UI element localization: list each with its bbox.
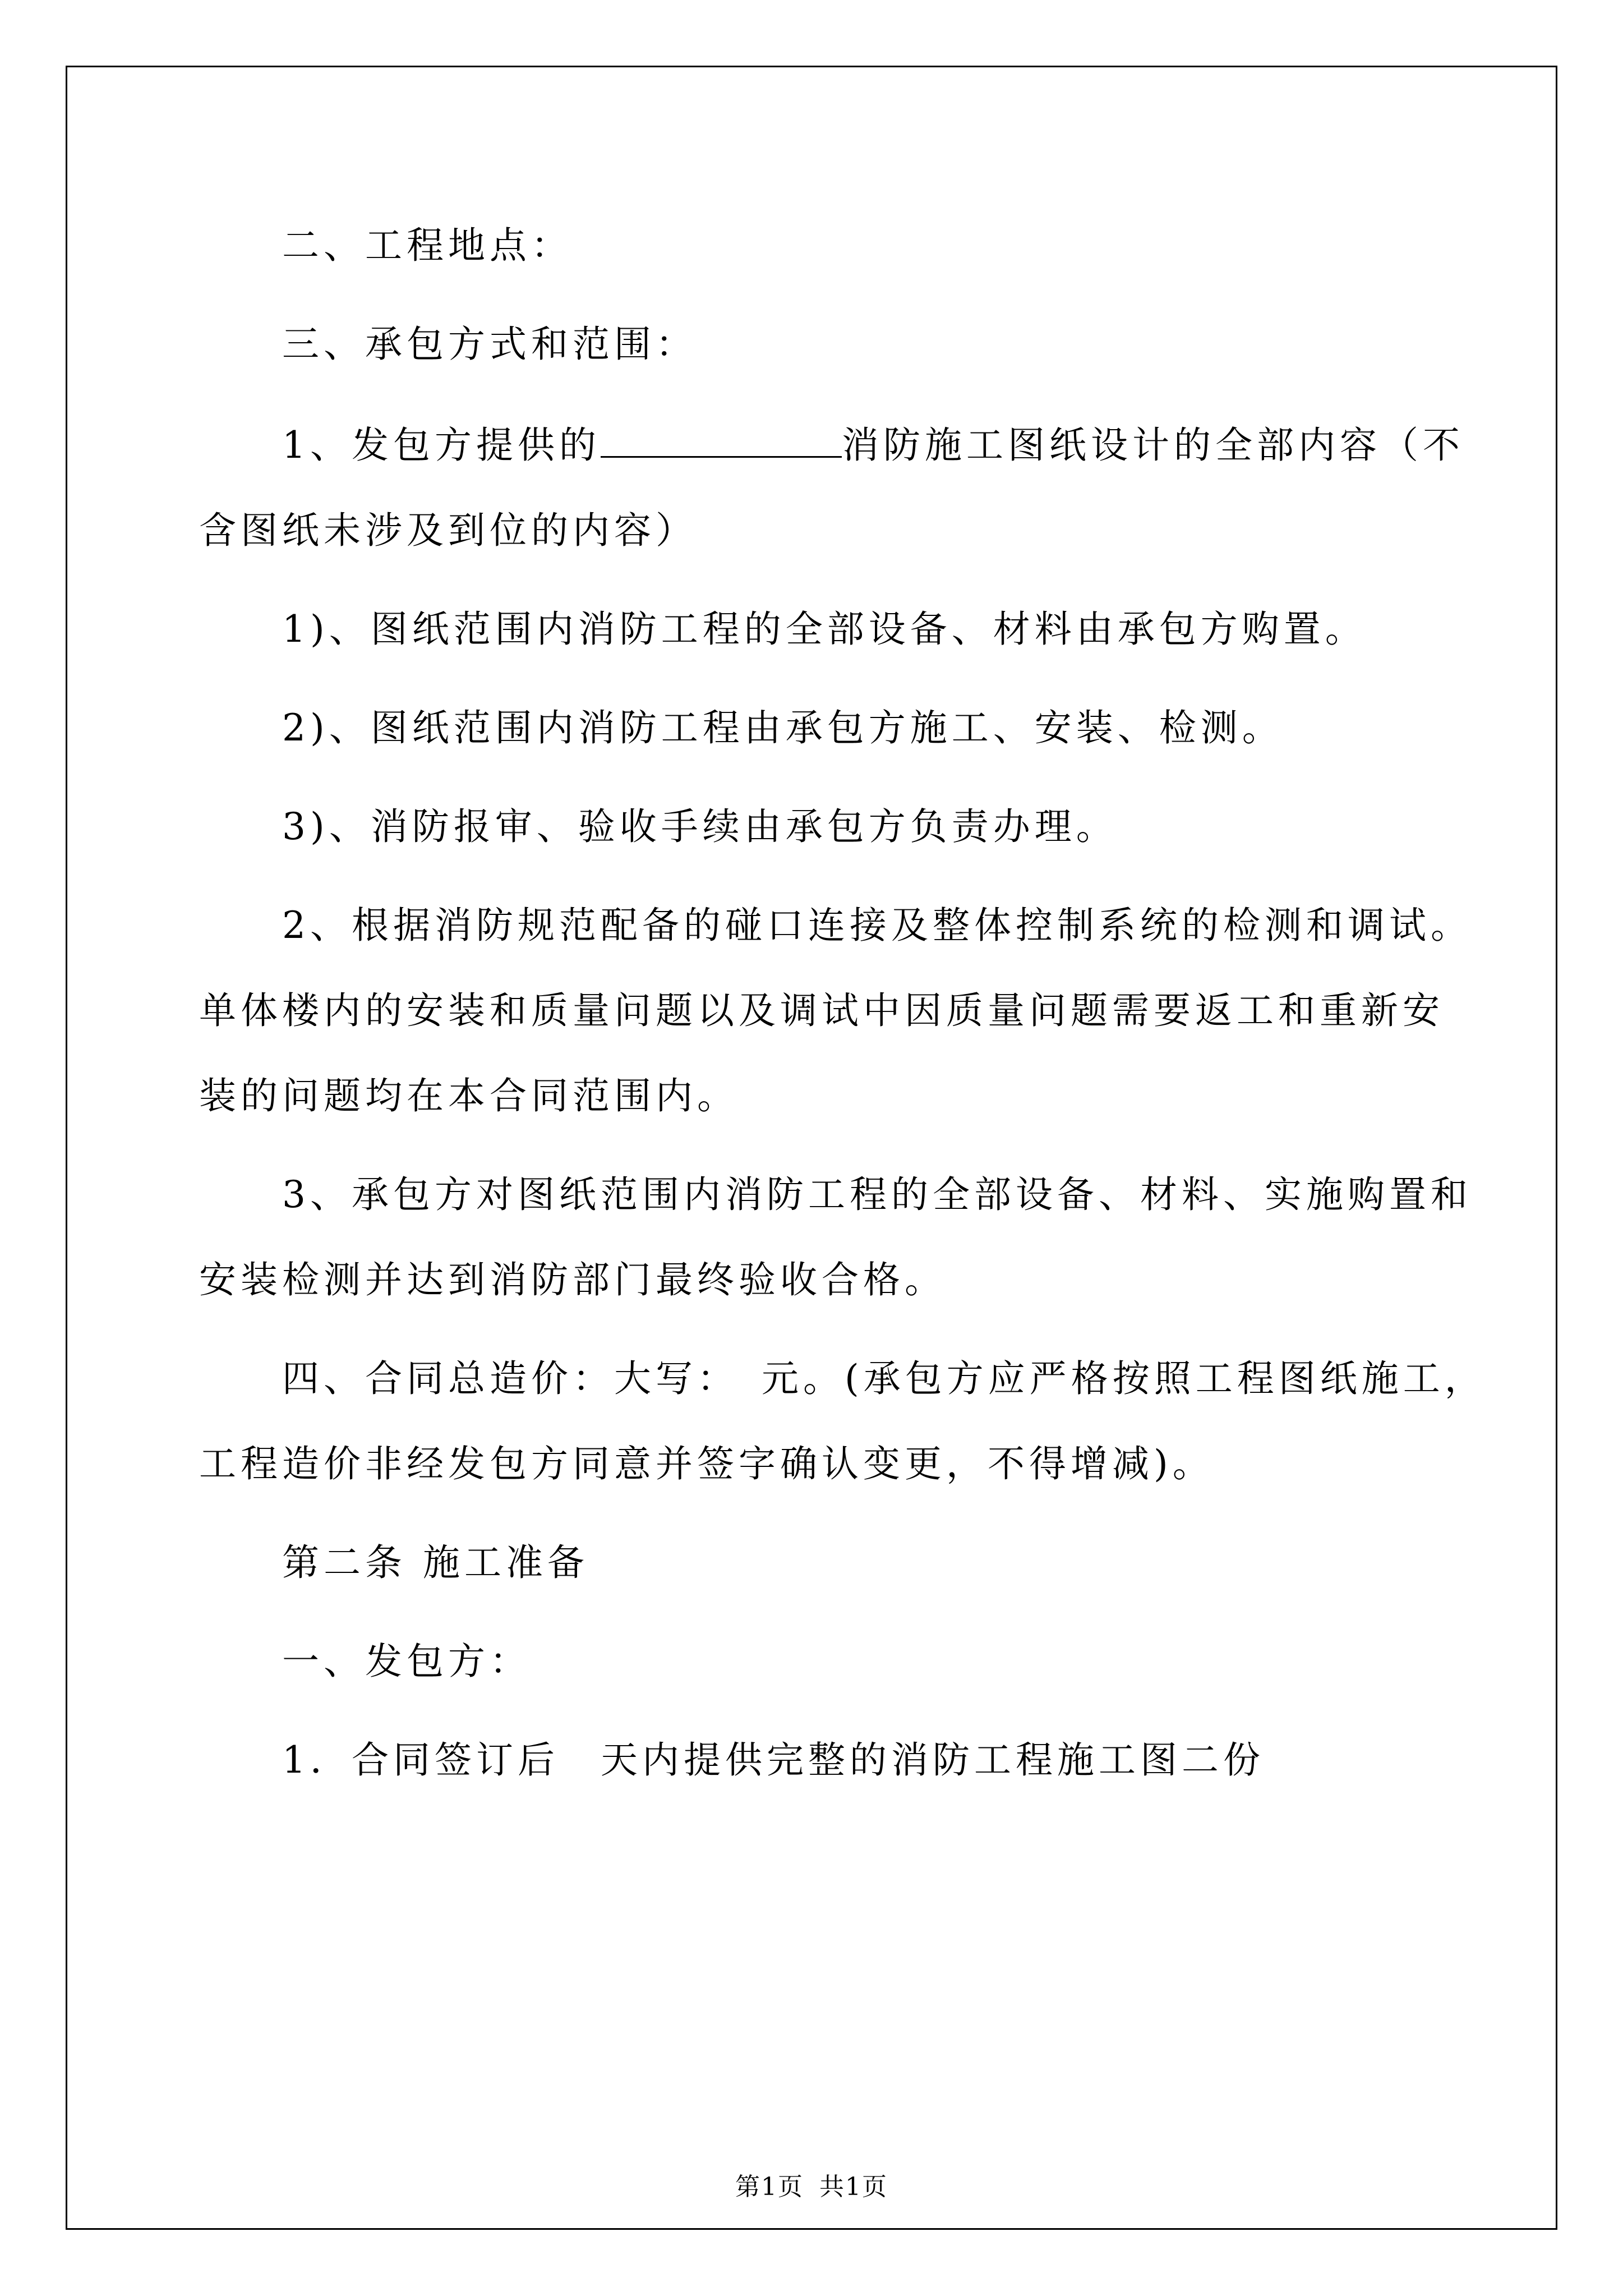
page-number-current: 第1页 [735,2173,804,2201]
paragraph [199,424,1464,467]
paragraph-text-after-blank: 消防施工图纸设计的全部内容（不 [842,424,1464,467]
paragraph: 工程造价非经发包方同意并签字确认变更，不得增减)。 [199,1442,1214,1485]
paragraph-text-before-blank: 1、发包方提供的 [282,424,601,467]
paragraph: 装的问题均在本合同范围内。 [199,1074,739,1117]
section-heading: 第二条 施工准备 [282,1541,589,1584]
paragraph: 1．合同签订后 天内提供完整的消防工程施工图二份 [282,1738,1265,1782]
page-footer [0,2166,1623,2202]
paragraph: 3、承包方对图纸范围内消防工程的全部设备、材料、实施购置和 [282,1173,1472,1216]
fill-in-blank [601,425,842,458]
paragraph: 安装检测并达到消防部门最终验收合格。 [199,1258,946,1301]
paragraph: 二、工程地点： [282,224,573,267]
paragraph: 单体楼内的安装和质量问题以及调试中因质量问题需要返工和重新安 [199,989,1444,1032]
paragraph: 含图纸未涉及到位的内容） [199,509,697,552]
paragraph: 一、发包方： [282,1640,531,1683]
paragraph: 2)、图纸范围内消防工程由承包方施工、安装、检测。 [282,706,1284,749]
paragraph: 四、合同总造价：大写： 元。(承包方应严格按照工程图纸施工， [282,1357,1486,1400]
document-body [199,224,1486,1841]
paragraph: 1)、图纸范围内消防工程的全部设备、材料由承包方购置。 [282,608,1367,651]
paragraph: 2、根据消防规范配备的碰口连接及整体控制系统的检测和调试。 [282,904,1472,947]
paragraph: 三、承包方式和范围： [282,323,697,366]
paragraph: 3)、消防报审、验收手续由承包方负责办理。 [282,805,1118,848]
page-number-total: 共1页 [819,2173,888,2201]
